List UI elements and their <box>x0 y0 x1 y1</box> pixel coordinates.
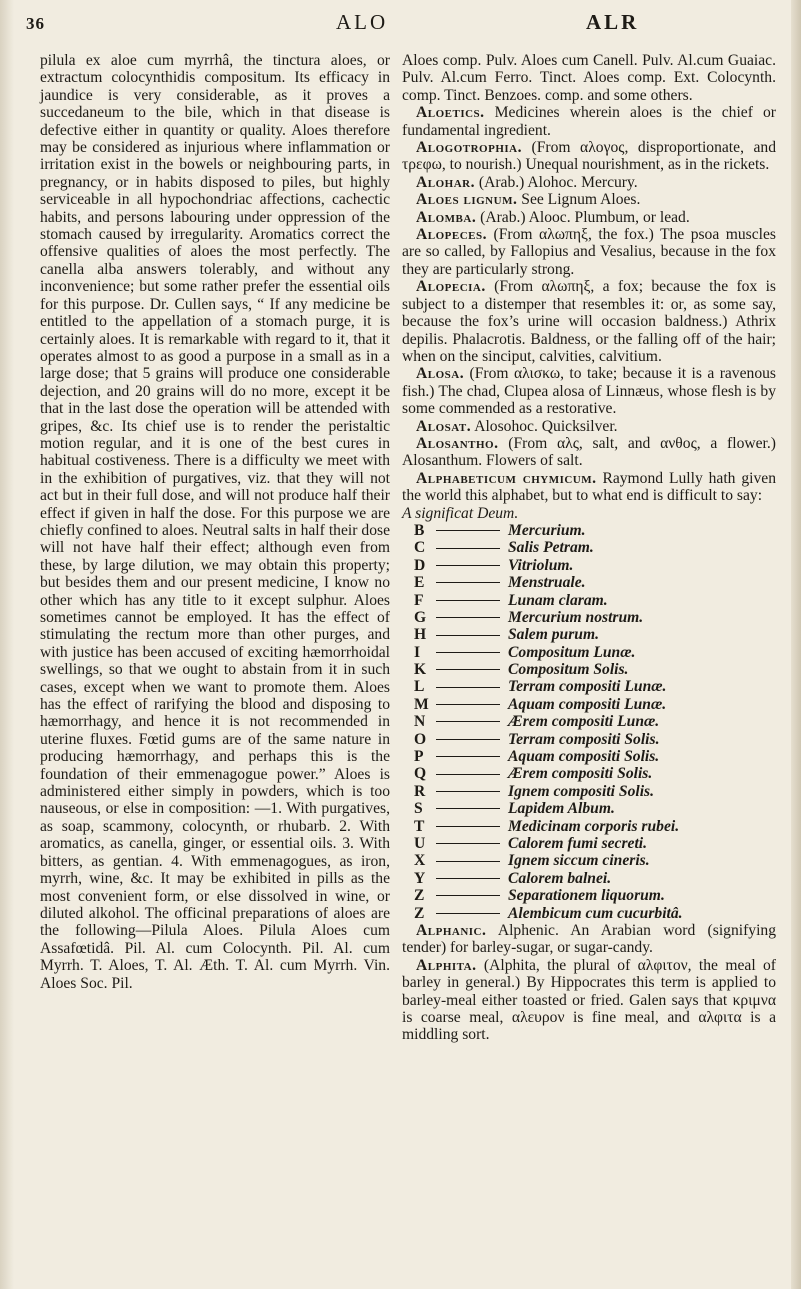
alphabet-meaning: Aquam compositi Lunæ. <box>508 695 667 713</box>
entry-aloetics <box>402 104 776 139</box>
running-head-left: ALO <box>336 10 389 34</box>
entry-term: Alogotrophia. <box>416 139 523 157</box>
alphabet-intro: A significat Deum. <box>402 504 519 522</box>
alphabet-dash <box>436 808 500 809</box>
alphabet-row <box>402 539 776 556</box>
entry-text: (Arab.) Alohoc. Mercury. <box>478 173 638 191</box>
entry-alosa <box>402 365 776 417</box>
alphabet-row <box>402 870 776 887</box>
alphabet-row <box>402 748 776 765</box>
alphabet-letter: X <box>414 852 426 870</box>
alphabet-dash <box>436 635 500 636</box>
alphabet-row <box>402 644 776 661</box>
entry-term: Alphanic. <box>416 921 487 939</box>
entry-text: Alphenic. An Arabian word (signifying tender) for barley-sugar, or sugar-candy. <box>402 921 776 957</box>
entry-aloes-lignum <box>402 191 776 208</box>
alphabet-dash <box>436 582 500 583</box>
alphabet-dash <box>436 565 500 566</box>
entry-term: Alphabeticum chymicum. <box>416 469 597 487</box>
alphabet-letter: B <box>414 521 425 539</box>
entry-alosat <box>402 418 776 435</box>
alphabet-row <box>402 835 776 852</box>
alphabet-letter: D <box>414 556 426 574</box>
alphabet-dash <box>436 826 500 827</box>
entry-alphabeticum-chymicum <box>402 470 776 505</box>
entry-alopecia <box>402 278 776 365</box>
alphabet-row <box>402 626 776 643</box>
alphabet-row <box>402 905 776 922</box>
entry-term: Aloetics. <box>416 104 485 122</box>
page-right-edge <box>791 0 801 1289</box>
alphabet-letter: O <box>414 730 427 748</box>
alphabet-letter: I <box>414 643 421 661</box>
alphabet-dash <box>436 617 500 618</box>
alphabet-letter: H <box>414 626 427 644</box>
entry-text: (From αλωπηξ, the fox.) The psoa muscles are so called, by Fallopius and Vesalius, because in the fox they are particularly strong. <box>402 226 776 278</box>
alphabet-meaning: Calorem balnei. <box>508 869 612 887</box>
entry-term: Alomba. <box>416 208 477 226</box>
alphabet-dash <box>436 704 500 705</box>
aloe-article-continuation: pilula ex aloe cum myrrhâ, the tinctura aloes, or extractum colocynthidis compositum. Its efficacy in jaundice is very considerable, as it proves a succedaneum to the bile, which in that disease is defective either in quantity or quality. Aloes therefore may be considered as injurious where inflammation or irritation exist in the bowels or neighbouring parts, in pregnancy, or in habits disposed to piles, but highly serviceable in all hypochondriac affections, cachectic habits, and persons labouring under oppression of the stomach caused by irregularity. Aromatics correct the offensive qualities of aloes the most perfectly. The canella alba answers tolerably, and without any inconvenience; but some rather prefer the essential oils for this purpose. Dr. Cullen says, “ If any medicine be entitled to the appellation of a stomach purge, it is certainly aloes. It is remarkable with regard to it, that it operates almost to as good a purpose in a small as in a large dose; that 5 grains will produce one considerable dejection, and 20 grains will do no more, except it be that in the last dose the operation will be attended with gripes, &c. Its chief use is to render the peristaltic motion regular, and it is one of the best cures in habitual costiveness. There is a difficulty we meet with in the exhibition of purgatives, viz. that they will not act but in their full dose, and will not produce half their effect if given in half the dose. For this purpose we are chiefly confined to aloes. Neutral salts in half their dose will not have half their effect; although even from these, by large dilution, we may obtain this property; but besides them and our present medicine, I know no other which has any title to it except sulphur. Aloes sometimes cannot be employed. It has the effect of stimulating the rectum more than other purges, and with justice has been accused of exciting hæmorrhoidal swellings, so that we ought to abstain from it in such cases, except when we want to promote them. Aloes has the effect of rarifying the blood and disposing to hæmorrhagy, and hence it is not recommended in uterine fluxes. Fœtid gums are of the same nature in producing hæmorrhagy, and perhaps this is the foundation of their emmenagogue power.” Aloes is administered either simply in powders, which is too nauseous, or else in composition: —1. With purgatives, as soap, scammony, colocynth, or rhubarb. 2. With aromatics, as canella, ginger, or essential oils. 3. With bitters, as gentian. 4. With emmenagogues, as iron, myrrh, wine, &c. It may be exhibited in pills as the most convenient form, or else dissolved in wine, or diluted alkohol. The officinal preparations of aloes are the following—Pilula Aloes. Pilula Aloes cum Assafœtidâ. Pil. Al. cum Colocynth. Pil. Al. cum Myrrh. T. Aloes, T. Al. Æth. T. Al. cum Myrrh. Vin. Aloes Soc. Pil. <box>40 52 390 992</box>
page-number: 36 <box>26 14 45 33</box>
right-column <box>402 52 776 1044</box>
alphabet-letter: P <box>414 748 424 766</box>
alphabet-letter: K <box>414 661 427 679</box>
entry-text: Medicines wherein aloes is the chief or fundamental ingredient. <box>402 104 776 139</box>
running-head-right: ALR <box>586 10 640 34</box>
alphabet-letter: E <box>414 574 425 592</box>
entry-term: Alosantho. <box>416 434 499 452</box>
page-left-edge <box>0 0 14 1289</box>
alphabet-row <box>402 818 776 835</box>
alphabet-letter: S <box>414 800 423 818</box>
alphabet-dash <box>436 548 500 549</box>
entry-text: (From αλς, salt, and ανθος, a flower.) Alosanthum. Flowers of salt. <box>402 434 776 470</box>
alphabet-row <box>402 783 776 800</box>
alphabet-letter: Y <box>414 869 426 887</box>
entry-text: (Arab.) Alooc. Plumbum, or lead. <box>480 208 690 226</box>
alphabet-dash <box>436 913 500 914</box>
entry-term: Alosa. <box>416 365 465 383</box>
entry-text: (Alphita, the plural of αλφιτον, the meal of barley in general.) By Hippocrates this term is applied to barley-meal either toasted or fried. Galen says that κριμνα is coarse meal, αλευρον is fine meal, and αλφιτα is a middling sort. <box>402 956 776 1044</box>
entry-term: Aloes lignum. <box>416 191 518 209</box>
chymical-alphabet-list <box>402 522 776 922</box>
alphabet-meaning: Vitriolum. <box>508 556 574 574</box>
alphabet-letter: Z <box>414 904 425 922</box>
alphabet-row <box>402 592 776 609</box>
entry-term: Alopecia. <box>416 278 486 296</box>
alphabet-meaning: Ignem compositi Solis. <box>508 782 654 800</box>
entry-term: Alopeces. <box>416 226 488 244</box>
alphabet-meaning: Ærem compositi Lunæ. <box>508 713 660 731</box>
alphabet-meaning: Calorem fumi secreti. <box>508 835 648 852</box>
entry-text: (From αλωπηξ, a fox; because the fox is subject to a distemper that resembles it: or, as some say, because the fox’s urine will occasion baldness.) Athrix depilis. Phalacrotis. Baldness, or the falling off of the hair; when on the sinciput, calvities, calvitium. <box>402 278 776 365</box>
alphabet-meaning: Ærem compositi Solis. <box>508 765 653 783</box>
alphabet-meaning: Lunam claram. <box>508 591 608 609</box>
alphabet-row <box>402 574 776 591</box>
alphabet-meaning: Ignem siccum cineris. <box>508 852 650 870</box>
alphabet-dash <box>436 895 500 896</box>
alphabet-meaning: Lapidem Album. <box>508 800 615 818</box>
entry-text: (From αλογος, disproportionate, and τρεφω, to nourish.) Unequal nourishment, as in the rickets. <box>402 139 776 174</box>
alphabet-dash <box>436 530 500 531</box>
alphabet-row <box>402 609 776 626</box>
entry-term: Alohar. <box>416 173 475 191</box>
alphabet-dash <box>436 721 500 722</box>
alphabet-dash <box>436 774 500 775</box>
alphabet-letter: T <box>414 817 425 835</box>
alphabet-dash <box>436 756 500 757</box>
running-header <box>26 6 778 36</box>
alphabet-letter: R <box>414 782 426 800</box>
alphabet-meaning: Mercurium. <box>508 521 586 539</box>
alphabet-letter: M <box>414 695 429 713</box>
entry-alphita <box>402 957 776 1044</box>
alphabet-dash <box>436 600 500 601</box>
alphabet-meaning: Alembicum cum cucurbitâ. <box>508 904 683 922</box>
alphabet-letter: U <box>414 835 426 852</box>
alphabet-meaning: Terram compositi Solis. <box>508 730 660 748</box>
alphabet-letter: G <box>414 608 427 626</box>
alphabet-dash <box>436 861 500 862</box>
alphabet-row <box>402 713 776 730</box>
alphabet-row <box>402 731 776 748</box>
entry-text: See Lignum Aloes. <box>521 191 641 209</box>
entry-term: Alphita. <box>416 956 477 974</box>
alphabet-row <box>402 852 776 869</box>
alphabet-meaning: Aquam compositi Solis. <box>508 748 660 766</box>
entry-aloes-continuation: Aloes comp. Pulv. Aloes cum Canell. Pulv. Al.cum Guaiac. Pulv. Al.cum Ferro. Tinct. Aloes comp. Ext. Colocynth. comp. Tinct. Benzoes. comp. and some others. <box>402 52 776 104</box>
alphabet-meaning: Terram compositi Lunæ. <box>508 678 667 696</box>
alphabet-row <box>402 765 776 782</box>
alphabet-meaning: Compositum Solis. <box>508 661 629 679</box>
alphabet-dash <box>436 669 500 670</box>
alphabet-row <box>402 557 776 574</box>
alphabet-row <box>402 678 776 695</box>
alphabet-dash <box>436 878 500 879</box>
alphabet-dash <box>436 843 500 844</box>
alphabet-row <box>402 696 776 713</box>
entry-alopeces <box>402 226 776 278</box>
entry-alogotrophia <box>402 139 776 174</box>
alphabet-row <box>402 800 776 817</box>
alphabet-dash <box>436 791 500 792</box>
entry-text: Alosohoc. Quicksilver. <box>474 417 618 435</box>
entry-text: Raymond Lully hath given the world this alphabet, but to what end is difficult to say: <box>402 469 776 505</box>
entry-alomba <box>402 209 776 226</box>
alphabet-meaning: Mercurium nostrum. <box>508 608 644 626</box>
alphabet-letter: Z <box>414 887 425 905</box>
alphabet-row <box>402 522 776 539</box>
alphabet-meaning: Compositum Lunæ. <box>508 643 636 661</box>
entry-alohar <box>402 174 776 191</box>
alphabet-meaning: Salis Petram. <box>508 539 594 557</box>
alphabet-meaning: Medicinam corporis rubei. <box>508 817 680 835</box>
entry-text: (From αλισκω, to take; because it is a ravenous fish.) The chad, Clupea alosa of Linnæus, whose flesh is by some commended as a restorative. <box>402 365 776 418</box>
alphabet-letter: Q <box>414 765 427 783</box>
entry-alphanic <box>402 922 776 957</box>
entry-alosantho <box>402 435 776 470</box>
alphabet-dash <box>436 687 500 688</box>
alphabet-meaning: Salem purum. <box>508 626 599 644</box>
alphabet-letter: N <box>414 713 426 731</box>
alphabet-row <box>402 887 776 904</box>
alphabet-letter: F <box>414 591 424 609</box>
alphabet-letter: C <box>414 539 426 557</box>
alphabet-dash <box>436 739 500 740</box>
alphabet-meaning: Separationem liquorum. <box>508 887 665 905</box>
entry-term: Alosat. <box>416 417 472 435</box>
alphabet-row <box>402 661 776 678</box>
alphabet-letter: L <box>414 678 425 696</box>
alphabet-meaning: Menstruale. <box>508 574 586 592</box>
alphabet-dash <box>436 652 500 653</box>
left-column <box>40 52 390 992</box>
